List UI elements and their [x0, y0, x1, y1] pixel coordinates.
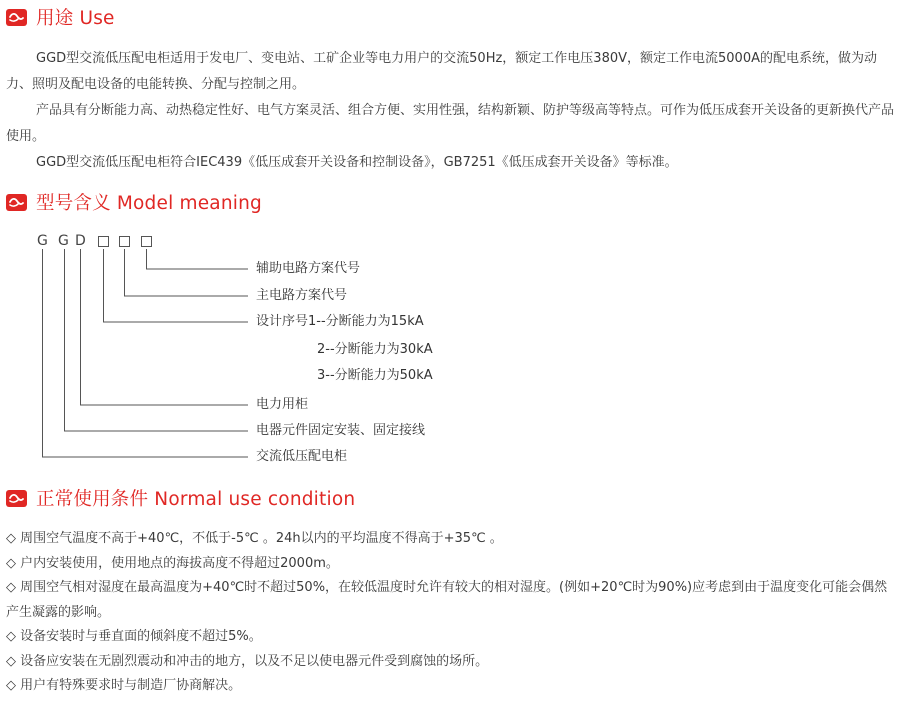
- label-ac-cabinet: 交流低压配电柜: [256, 449, 348, 464]
- label-main-circuit: 主电路方案代号: [256, 288, 348, 303]
- model-code-box-3: [141, 236, 152, 247]
- section-title-use: 用途 Use: [36, 8, 115, 29]
- section-title-model: 型号含义 Model meaning: [36, 193, 262, 214]
- condition-item: ◇ 周围空气温度不高于+40℃，不低于-5℃ 。24h以内的平均温度不得高于+35℃ 。: [6, 531, 503, 546]
- label-aux-circuit: 辅助电路方案代号: [256, 261, 361, 276]
- model-code-char-3: D: [75, 233, 86, 249]
- model-code-char-2: G: [58, 233, 69, 249]
- label-fixed-install: 电器元件固定安装、固定接线: [256, 423, 426, 438]
- model-code-box-2: [119, 236, 130, 247]
- condition-item: ◇ 户内安装使用，使用地点的海拔高度不得超过2000m。: [6, 555, 339, 571]
- label-design-1: 设计序号1--分断能力为15kA: [256, 314, 424, 329]
- label-power-cabinet: 电力用柜: [256, 397, 309, 412]
- section-header-condition: [6, 483, 355, 513]
- condition-item: ◇ 用户有特殊要求时与制造厂协商解决。: [6, 678, 242, 693]
- condition-list: [6, 527, 894, 699]
- condition-item: ◇ 设备安装时与垂直面的倾斜度不超过5%。: [6, 629, 262, 644]
- model-code-char-1: G: [37, 233, 48, 249]
- label-design-2: 2--分断能力为30kA: [317, 342, 433, 357]
- label-design-3: 3--分断能力为50kA: [317, 368, 433, 383]
- model-code-box-1: [98, 236, 109, 247]
- use-paragraph-1: GGD型交流低压配电柜适用于发电厂、变电站、工矿企业等电力用户的交流50Hz，额定工作电压380V，额定工作电流5000A的配电系统，做为动力、照明及配电设备的电能转换、分配与控制之用。: [6, 51, 877, 92]
- use-paragraph-3: GGD型交流低压配电柜符合IEC439《低压成套开关设备和控制设备》，GB7251《低压成套开关设备》等标准。: [36, 155, 678, 170]
- condition-item: ◇ 周围空气相对湿度在最高温度为+40℃时不超过50%，在较低温度时允许有较大的相对湿度。(例如+20℃时为90%)应考虑到由于温度变化可能会偶然产生凝露的影响。: [6, 580, 888, 620]
- use-paragraph-2: 产品具有分断能力高、动热稳定性好、电气方案灵活、组合方便、实用性强，结构新颖、防护等级高等特点。可作为低压成套开关设备的更新换代产品使用。: [6, 103, 895, 144]
- handshake-icon: [6, 490, 27, 507]
- section-title-condition: 正常使用条件 Normal use condition: [36, 489, 356, 510]
- condition-item: ◇ 设备应安装在无剧烈震动和冲击的地方，以及不足以使电器元件受到腐蚀的场所。: [6, 653, 489, 669]
